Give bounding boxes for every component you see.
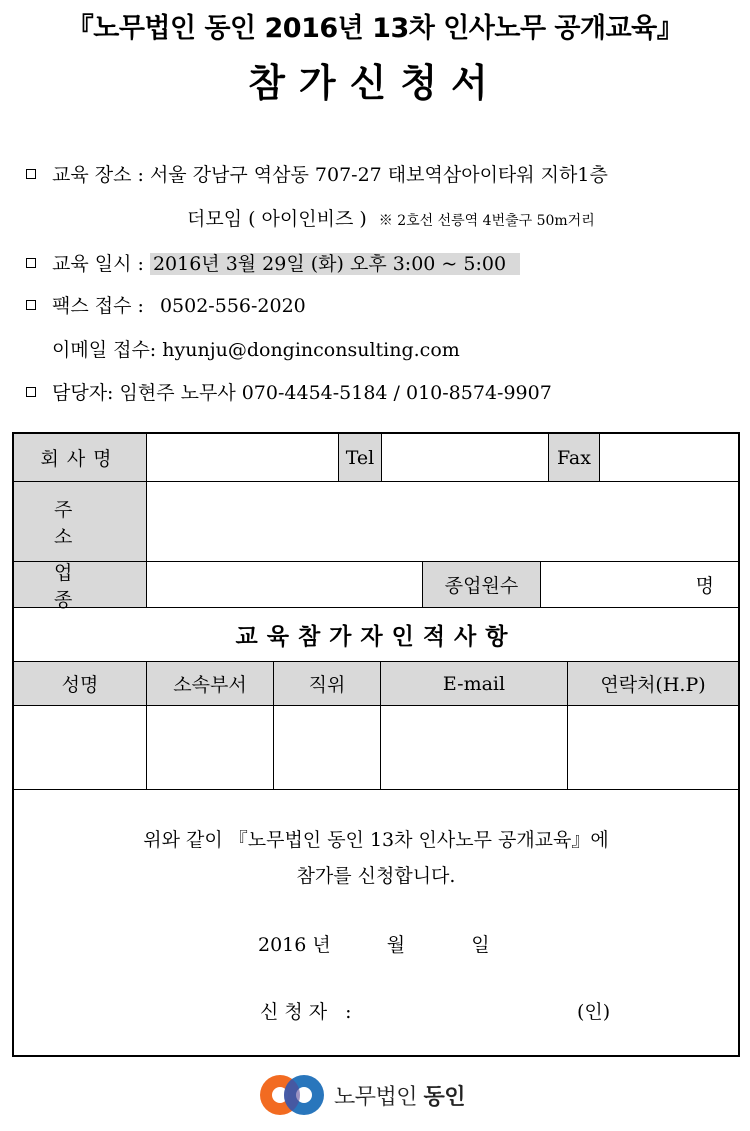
location-note: ※ 2호선 선릉역 4번출구 50m거리 bbox=[378, 213, 595, 229]
email-line bbox=[52, 335, 460, 362]
participant-name-field[interactable] bbox=[14, 706, 147, 790]
tel-field[interactable] bbox=[382, 434, 549, 482]
statement-line-1: 위와 같이 『노무법인 동인 13차 인사노무 공개교육』에 bbox=[143, 829, 609, 851]
square-bullet-icon bbox=[26, 387, 36, 397]
document-subtitle: 참가신청서 bbox=[248, 61, 502, 105]
company-label: 회사명 bbox=[14, 434, 147, 482]
document-title: 『노무법인 동인 2016년 13차 인사노무 공개교육』 bbox=[66, 13, 684, 44]
date-label: 교육 일시 : bbox=[52, 253, 144, 275]
company-logo bbox=[256, 1072, 465, 1118]
seal-mark: (인) bbox=[577, 1001, 611, 1023]
fax-value: 0502-556-2020 bbox=[159, 295, 306, 317]
industry-field[interactable] bbox=[147, 562, 423, 608]
contact-text: 담당자: 임현주 노무사 070-4454-5184 / 010-8574-9907 bbox=[52, 382, 552, 404]
square-bullet-icon bbox=[26, 300, 36, 310]
address-field[interactable] bbox=[147, 482, 738, 562]
signature-year: 2016 년 bbox=[258, 934, 331, 956]
email-label: 이메일 접수: bbox=[52, 339, 157, 361]
col-position: 직위 bbox=[274, 662, 381, 706]
square-bullet-icon bbox=[26, 169, 36, 179]
location-venue: 더모임 ( 아이인비즈 ) bbox=[187, 208, 367, 230]
participant-email-field[interactable] bbox=[381, 706, 568, 790]
col-phone: 연락처(H.P) bbox=[568, 662, 738, 706]
col-department: 소속부서 bbox=[147, 662, 274, 706]
date-line bbox=[26, 249, 520, 276]
signature-day: 일 bbox=[471, 934, 490, 956]
location-value: 서울 강남구 역삼동 707-27 태보역삼아이타워 지하1층 bbox=[149, 164, 608, 186]
industry-label: 업종 bbox=[14, 562, 147, 608]
col-name: 성명 bbox=[14, 662, 147, 706]
employees-unit: 명 bbox=[695, 575, 714, 597]
date-value: 2016년 3월 29일 (화) 오후 3:00 ~ 5:00 bbox=[150, 253, 520, 275]
dongin-logo-icon bbox=[256, 1072, 328, 1118]
application-form bbox=[12, 432, 740, 1057]
date-signature-line bbox=[258, 930, 490, 957]
logo-text bbox=[334, 1080, 465, 1111]
employees-label: 종업원수 bbox=[423, 562, 541, 608]
fax-label-cell: Fax bbox=[549, 434, 600, 482]
location-line bbox=[26, 160, 608, 187]
logo-text-light: 노무법인 bbox=[334, 1084, 418, 1110]
fax-field[interactable] bbox=[600, 434, 738, 482]
statement-line-2: 참가를 신청합니다. bbox=[296, 865, 456, 887]
signature-month: 월 bbox=[386, 934, 406, 956]
participant-phone-field[interactable] bbox=[568, 706, 738, 790]
participant-department-field[interactable] bbox=[147, 706, 274, 790]
section-title: 교육참가자인적사항 bbox=[14, 608, 738, 662]
tel-label: Tel bbox=[339, 434, 382, 482]
employees-field[interactable] bbox=[541, 562, 738, 608]
location-label: 교육 장소 : bbox=[52, 164, 144, 186]
email-value[interactable]: hyunju@donginconsulting.com bbox=[162, 339, 460, 361]
contact-line bbox=[26, 378, 552, 405]
address-label: 주소 bbox=[14, 482, 147, 562]
location-line-2 bbox=[187, 204, 595, 231]
col-email: E-mail bbox=[381, 662, 568, 706]
fax-label: 팩스 접수 : bbox=[52, 295, 144, 317]
participant-position-field[interactable] bbox=[274, 706, 381, 790]
fax-line bbox=[26, 291, 306, 318]
company-field[interactable] bbox=[147, 434, 339, 482]
logo-text-bold: 동인 bbox=[423, 1084, 466, 1110]
square-bullet-icon bbox=[26, 258, 36, 268]
applicant-label: 신청자 : bbox=[260, 1001, 358, 1023]
